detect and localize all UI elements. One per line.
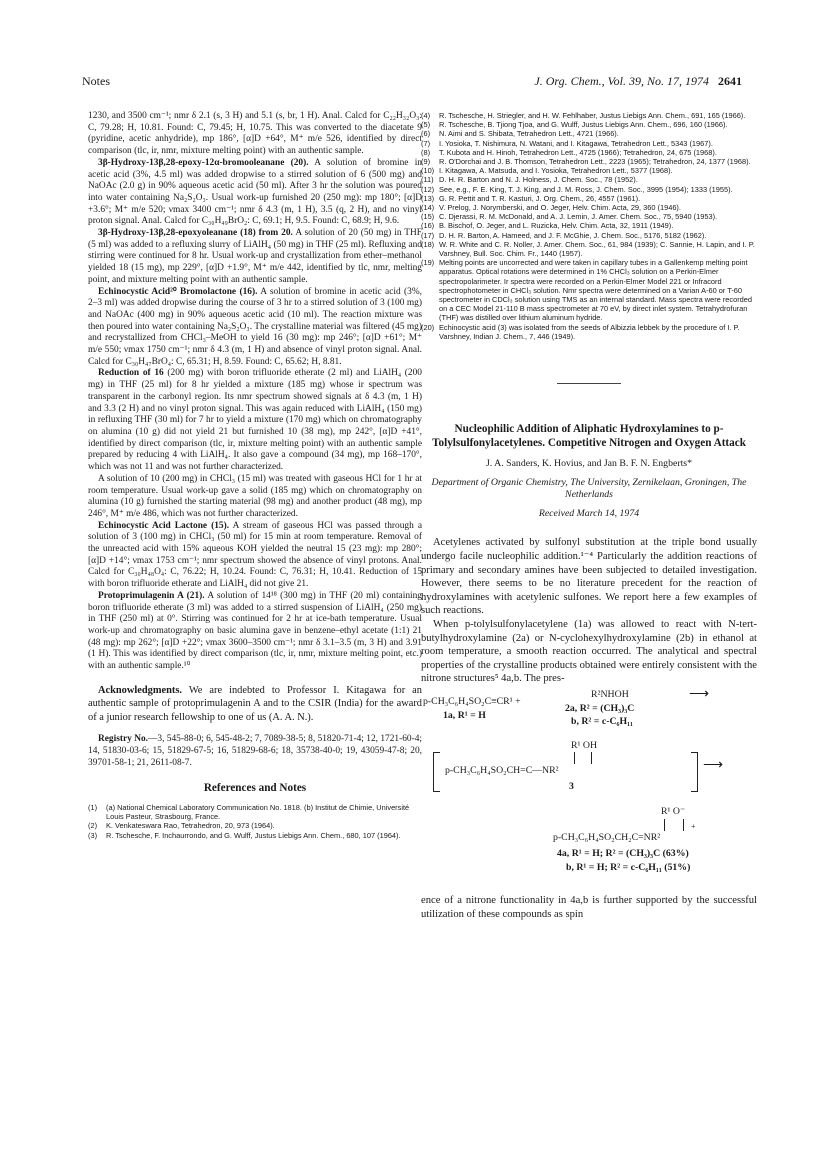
bracket-left <box>433 752 440 792</box>
reaction-scheme <box>421 686 757 948</box>
reference-item: (6) N. Aimi and S. Shibata, Tetrahedron Lett., 4721 (1966). <box>421 129 619 139</box>
left-column <box>88 111 422 840</box>
compound-3-label: 3 <box>569 781 574 793</box>
reaction-arrow-1: ⟶ <box>689 687 710 703</box>
reference-item: (9) R. O'Dorchai and J. B. Thomson, Tetrahedron Lett., 2223 (1965); Tetrahedron, 24, 1377 (1968). <box>421 157 751 167</box>
article-authors: J. A. Sanders, K. Hovius, and Jan B. F. N. Engberts* <box>485 458 693 470</box>
reference-item: (11) D. H. R. Barton and N. J. Holness, J. Chem. Soc., 78 (1952). <box>421 175 638 185</box>
registry-numbers: Registry No.—3, 545-88-0; 6, 545-48-2; 7, 7089-38-5; 8, 51820-71-4; 12, 1721-60-4; 14, 51830-03-6; 15, 51829-67-5; 16, 51829-68-6; 18, 35738-40-0; 19, 43059-47-8; 20, 39701-58-1; 21, 2611-08-7. <box>88 734 422 768</box>
compound-4a-label: 4a, R¹ = H; R² = (CH₃)₃C (63%) <box>557 848 689 860</box>
reference-item: (12) See, e.g., F. E. King, T. J. King, and J. M. Ross, J. Chem. Soc., 3995 (1954); 1333 (1955). <box>421 184 733 194</box>
product-substituents: R¹ O⁻ <box>661 806 686 818</box>
reference-item: (3) R. Tschesche, F. Inchaurrondo, and G. Wulff, Justus Liebigs Ann. Chem., 680, 107 (1964). <box>88 830 401 840</box>
paragraph: ence of a nitrone functionality in 4a,b is further supported by the successful utilization of these compounds as spin <box>421 895 757 920</box>
intermediate-formula: p-CH₃C₆H₄SO₂CH=C—NR² <box>445 765 559 777</box>
reference-item: (5) R. Tschesche, B. Tjiong Tjoa, and G. Wulff, Justus Liebigs Ann. Chem., 696, 160 (1966). <box>421 120 728 130</box>
paragraph: 1230, and 3500 cm⁻¹; nmr δ 2.1 (s, 3 H) and 5.1 (s, br, 1 H). Anal. Calcd for C₂₂H₃₂O₃: C, 79.28; H, 10.81. Found: C, 79.45; H, 10.75. This was converted to the diacetate 9 (pyridine, acetic anhydride), mp 186°, [α]D +64°, M⁺ m/e 526, identified by direct comparison (tlc, ir, nmr, mixture melting point) with an authentic sample. <box>88 111 422 157</box>
compound-4b-label: b, R¹ = H; R² = c-C₆H₁₁ (51%) <box>566 862 691 874</box>
reaction-arrow-2: ⟶ <box>703 758 724 774</box>
references-heading: References and Notes <box>203 782 307 795</box>
paragraph: Echinocystic Acid Lactone (15). A stream of gaseous HCl was passed through a solution of 3 (100 mg) in CHCl₃ (50 ml) for 15 min at room temperature. Removal of the unreacted acid with 15% aqueous KOH yielded the neutral 15 (23 mg): mp 280°; [α]D +14°; νmax 1753 cm⁻¹; nmr spectrum showed the absence of vinyl protons. Anal. Calcd for C₃₀H₄₈O₄: C, 76.22; H, 10.24. Found: C, 76.31; H, 10.41. Reduction of 15 with boron trifluoride etherate and LiAlH₄ did not give 21. <box>88 520 422 590</box>
page-number: 2641 <box>718 74 742 88</box>
bond-line <box>574 752 575 764</box>
reactant-2: R²NHOH <box>591 689 629 701</box>
compound-2a-label: 2a, R² = (CH₃)₃C <box>565 703 635 715</box>
intermediate-substituents: R¹ OH <box>571 740 598 752</box>
references-list <box>88 803 422 840</box>
bond-line <box>664 819 665 831</box>
bond-line <box>683 819 684 831</box>
bracket-right <box>691 752 698 792</box>
product-formula: p-CH₃C₆H₄SO₂CH₂C=NR² <box>553 832 661 844</box>
reference-item: (17) D. H. R. Barton, A. Hameed, and J. F. McGhie, J. Chem. Soc., 5176, 5182 (1962). <box>421 230 707 240</box>
acknowledgments: Acknowledgments. We are indebted to Professor I. Kitagawa for an authentic sample of protoprimulagenin A and to the CSIR (India) for the award of a junior research fellowship to one of us (A. A. N.). <box>88 684 422 723</box>
reference-item: (15) C. Djerassi, R. M. McDonald, and A. J. Lemin, J. Amer. Chem. Soc., 75, 5940 (1953). <box>421 212 718 222</box>
reference-item: (8) T. Kubota and H. Hinoh, Tetrahedron Lett., 4725 (1966); Tetrahedron, 24, 675 (1968). <box>421 147 717 157</box>
bond-line <box>591 752 592 764</box>
reference-item: (14) V. Prelog, J. Norymberski, and O. Jeger, Helv. Chim. Acta, 29, 360 (1946). <box>421 203 681 213</box>
journal-issue: No. 17, <box>646 74 682 88</box>
journal-year: 1974 <box>685 74 709 88</box>
reference-item: (13) G. R. Pettit and T. R. Kasturi, J. Org. Chem., 26, 4557 (1961). <box>421 193 641 203</box>
paragraph: Echinocystic Acid²⁰ Bromolactone (16). A solution of bromine in acetic acid (3%, 2–3 ml) was added dropwise during the course of 3 hr to a stirred solution of 3 (100 mg) and NaOAc (400 mg) in 90% aqueous acetic acid (10 ml). The reaction mixture was then poured into water containing Na₂S₂O₃. The crystalline material was filtered (45 mg) and recrystallized from CHCl₃–MeOH to yield 16 (30 mg): mp 246°; [α]D +61°; M⁺ m/e 550; νmax 1750 cm⁻¹; nmr δ 4.3 (m, 1 H) and absence of vinyl proton signal. Anal. Calcd for C₃₀H₄₇BrO₄: C, 65.31; H, 8.59. Found: C, 65.62; H, 8.81. <box>88 286 422 367</box>
paragraph: When p-tolylsulfonylacetylene (1a) was allowed to react with N-tert-butylhydroxylamine (2a) or N-cyclohexylhydroxylamine (2b) in ethanol at room temperature, a smooth reaction occurred. The analytical and spectral properties of the crystalline products obtained were entirely consistent with the nitrone structures⁵ 4a,b. The pres- <box>421 619 757 685</box>
reference-item: (19) Melting points are uncorrected and were taken in capillary tubes in a Gallenkemp melting point apparatus. Optical rotations were determined in 1% CHCl₃ solution on a Perkin-Elmer spectropolarimeter. Ir spectra were recorded on a Perkin-Elmer Model 221 or Infracord spectrophotometer in CHCl₃ solution. Nmr spectra were determined on a Varian A-60 or T-60 spectrometer in CDCl₃ solution using TMS as an internal standard. Mass spectra were recorded on a CEC Model 21-110 B mass spectrometer at 70 eV, by direct inlet system. Tetrahydrofuran (THF) was distilled over lithium aluminum hydride. <box>421 258 753 323</box>
article-body <box>421 536 757 686</box>
section-divider <box>557 383 621 384</box>
compound-2b-label: b, R² = c-C₆H₁₁ <box>571 716 633 728</box>
reference-item: (20) Echinocystic acid (3) was isolated from the seeds of Albizzia lebbek by the procedure of I. P. Varshney, Indian J. Chem., 7, 446 (1949). <box>421 322 740 341</box>
reference-item: (18) W. R. White and C. R. Noller, J. Amer. Chem. Soc., 61, 984 (1939); C. Sannie, H. Lapin, and I. P. Varshney, Bull. Soc. Chim. Fr., 1440 (1957). <box>421 239 755 259</box>
article-received-date: Received March 14, 1974 <box>538 507 640 519</box>
paragraph: Protoprimulagenin A (21). A solution of 14¹⁸ (300 mg) in THF (20 ml) containing boron trifluoride etherate (3 ml) was added to a stirred suspension of LiAlH₄ (250 mg) in THF (250 ml) at 0°. Stirring was continued for 2 hr at ice-bath temperature. Usual work-up and chromatography on basic alumina gave in benzene–ethyl acetate (1:1) 21 (48 mg): mp 262°; [α]D +22°; νmax 3600–3500 cm⁻¹; nmr δ 3.1–3.5 (m, 3 H) and 3.91 (1 H). This was identified by direct comparison (tlc, ir, nmr, mixture melting point, etc.) with an authentic sample.¹⁰ <box>88 590 422 672</box>
paragraph: 3β-Hydroxy-13β,28-epoxyoleanane (18) from 20. A solution of 20 (50 mg) in THF (5 ml) was added to a refluxing slurry of LiAlH₄ (50 mg) in THF (25 ml). Refluxing and stirring were continued for 8 hr. Usual work-up and crystallization from ether–methanol yielded 18 (15 mg), mp 229°, [α]D +1.9°, M⁺ m/e 442, identified by tlc, nmr, melting point, and mixture melting point with an authentic sample. <box>88 228 422 285</box>
running-header-right <box>534 74 742 89</box>
reference-item: (2) K. Venkateswara Rao, Tetrahedron, 20, 973 (1964). <box>88 821 275 831</box>
reference-item: (1) (a) National Chemical Laboratory Communication No. 1818. (b) Institut de Chimie, Université Louis Pasteur, Strasbourg, France. <box>88 803 410 822</box>
references-list-continued <box>421 111 757 341</box>
paragraph: A solution of 10 (200 mg) in CHCl₃ (15 ml) was treated with gaseous HCl for 1 hr at room temperature. Usual work-up gave a solid (185 mg) which on chromatography on alumina (10 g) furnished the starting material (98 mg) and another product (48 mg), mp 246°, M⁺ m/e 486, which was not further characterized. <box>88 473 422 519</box>
article-affiliation: Department of Organic Chemistry, The University, Zernikelaan, Groningen, The Netherlands <box>431 476 747 500</box>
reference-item: (7) I. Yosioka, T. Nishimura, N. Watani, and I. Kitagawa, Tetrahedron Lett., 5343 (1967). <box>421 138 713 148</box>
journal-volume: Vol. 39, <box>607 74 644 88</box>
paragraph: Acetylenes activated by sulfonyl substitution at the triple bond usually undergo facile nucleophilic addition.¹⁻⁴ Particularly the addition reactions of primary and secondary amines have been subjected to detailed investigation. However, there seems to be no literature precedent for the reaction of hydroxylamines with acetylenic sulfones. We report here a few examples of such reactions. <box>421 537 757 617</box>
reference-item: (16) B. Bischof, O. Jeger, and L. Ruzicka, Helv. Chim. Acta, 32, 1911 (1949). <box>421 221 674 231</box>
positive-charge: + <box>691 822 696 832</box>
reference-item: (10) I. Kitagawa, A. Matsuda, and I. Yosioka, Tetrahedron Lett., 5377 (1968). <box>421 166 673 176</box>
reference-item: (4) R. Tschesche, H. Striegler, and H. W. Fehlhaber, Justus Liebigs Ann. Chem., 691, 165 (1966). <box>421 111 746 120</box>
compound-1a-label: 1a, R¹ = H <box>443 710 486 722</box>
article-title: Nucleophilic Addition of Aliphatic Hydroxylamines to p-Tolylsulfonylacetylenes. Competitive Nitrogen and Oxygen Attack <box>432 423 746 450</box>
reactant-1: p-CH₃C₆H₄SO₂C≡CR¹ + <box>423 696 521 708</box>
paragraph: Reduction of 16 (200 mg) with boron trifluoride etherate (2 ml) and LiAlH₄ (200 mg) in THF (25 ml) for 8 hr yielded a mixture (185 mg) whose ir spectrum was transparent in the carbonyl region. Its nmr spectrum showed signals at δ 4.3 (m, 1 H) and 3.3 (2 H) and no vinyl proton signal. This was again reduced with LiAlH₄ (150 mg) in refluxing THF (30 ml) for 7 hr to yield a mixture (170 mg) which on chromatography on alumina (10 g) did not yield 21 but furnished 10 (38 mg), mp 242°, [α]D +41°, identified by direct comparison (tlc, ir, mixture melting point) with an authentic sample prepared by reducing 4 with LiAlH₄. It also gave a compound (34 mg), mp 168–170°, which was not 11 and was not further characterized. <box>88 368 422 473</box>
paragraph: 3β-Hydroxy-13β,28-epoxy-12α-bromooleanane (20). A solution of bromine in acetic acid (3%, 4.5 ml) was added dropwise to a stirred solution of 6 (500 mg) and NaOAc (2.0 g) in 90% aqueous acetic acid (50 ml). After 3 hr the solution was poured into water containing Na₂S₂O₃. Usual work-up furnished 20 (250 mg): mp 180°; [α]D +3.6°; M⁺ m/e 520; νmax 3400 cm⁻¹; nmr δ 4.3 (m, 1 H), 3.5 (q, 2 H), and no vinyl proton signal. Anal. Calcd for C₃₀H₄₉BrO₂: C, 69.1; H, 9.5. Found: C, 68.9; H, 9.6. <box>88 157 422 227</box>
right-column <box>421 111 757 921</box>
running-header-left: Notes <box>82 74 110 88</box>
journal-name: J. Org. Chem., <box>534 74 605 88</box>
